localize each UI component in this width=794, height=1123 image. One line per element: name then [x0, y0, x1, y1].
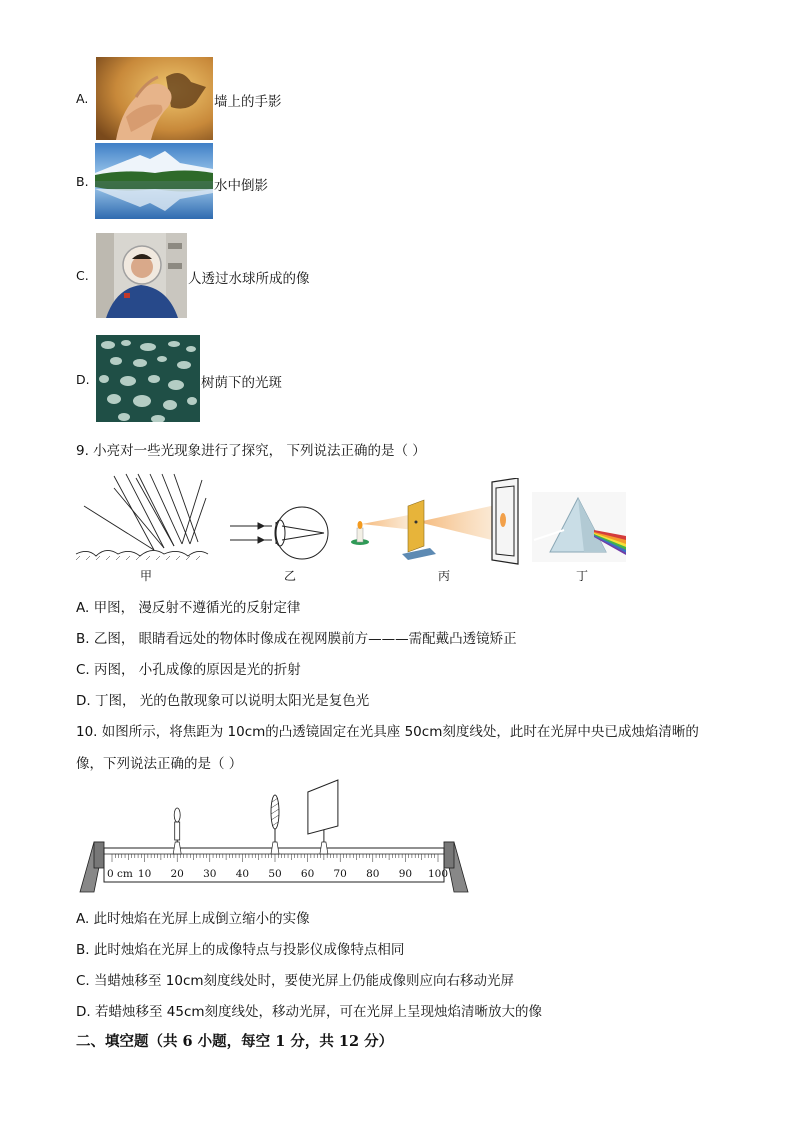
lake-reflection-photo: [95, 143, 213, 219]
candle: [173, 808, 181, 854]
ruler-tick-label: 70: [333, 868, 347, 880]
q9-option-a: A. 甲图， 漫反射不遵循光的反射定律: [76, 600, 301, 616]
ruler-tick-label: 40: [235, 868, 250, 880]
light-screen: [308, 780, 338, 854]
option-letter: A.: [76, 91, 89, 106]
option-letter: D.: [76, 372, 90, 387]
figure-label-jia: 甲: [140, 569, 153, 583]
option-caption: 人透过水球所成的像: [188, 271, 310, 287]
tree-shade-light-spots-photo: [96, 335, 200, 422]
convex-lens: [271, 795, 279, 854]
ruler-tick-label: 90: [398, 868, 413, 880]
q10-option-d: D. 若蜡烛移至 45cm刻度线处，移动光屏，可在光屏上呈现烛焰清晰放大的像: [76, 1004, 543, 1020]
ruler-tick-label: 30: [203, 868, 217, 880]
water-ball-astronaut-photo: [96, 233, 187, 318]
figure-label-bing: 丙: [438, 569, 451, 583]
figure-label-ding: 丁: [576, 569, 589, 583]
q9-option-d: D. 丁图， 光的色散现象可以说明太阳光是复色光: [76, 693, 370, 709]
q10-stem-line2: 像，下列说法正确的是（ ）: [76, 756, 243, 772]
q10-option-b: B. 此时烛焰在光屏上的成像特点与投影仪成像特点相同: [76, 942, 405, 958]
prism-dispersion-diagram: [532, 492, 626, 562]
ruler-tick-label: 10: [137, 868, 152, 880]
q10-stem-line1: 10. 如图所示，将焦距为 10cm的凸透镜固定在光具座 50cm刻度线处，此时在光屏中央已成烛焰清晰的: [76, 724, 699, 740]
q9-stem: 9. 小亮对一些光现象进行了探究， 下列说法正确的是（ ）: [76, 443, 426, 459]
section-2-title: 二、填空题（共 6 小题，每空 1 分，共 12 分）: [76, 1033, 394, 1050]
figure-label-yi: 乙: [284, 569, 297, 583]
q10-option-c: C. 当蜡烛移至 10cm刻度线处时，要使光屏上仍能成像则应向右移动光屏: [76, 973, 515, 989]
ruler-tick-label: 0 cm: [107, 868, 133, 880]
option-caption: 墙上的手影: [214, 94, 282, 110]
pinhole-camera-diagram: [348, 478, 524, 566]
bench-left-post: [94, 842, 104, 868]
q9-option-c: C. 丙图， 小孔成像的原因是光的折射: [76, 662, 301, 678]
ruler-tick-label: 60: [300, 868, 315, 880]
hand-shadow-photo: [96, 57, 213, 140]
option-caption: 水中倒影: [214, 178, 268, 194]
bench-right-post: [444, 842, 454, 868]
ruler-tick-label: 80: [366, 868, 380, 880]
eye-diagram: [228, 506, 332, 560]
option-letter: C.: [76, 268, 89, 283]
optical-bench-diagram: [76, 778, 472, 898]
ruler-tick-label: 100: [427, 868, 449, 880]
q9-option-b: B. 乙图， 眼睛看远处的物体时像成在视网膜前方———需配戴凸透镜矫正: [76, 631, 517, 647]
q10-option-a: A. 此时烛焰在光屏上成倒立缩小的实像: [76, 911, 310, 927]
ruler-tick-label: 50: [268, 868, 282, 880]
option-caption: 树荫下的光斑: [201, 375, 282, 391]
option-letter: B.: [76, 174, 89, 189]
ruler-tick-label: 20: [170, 868, 184, 880]
diffuse-reflection-diagram: [74, 470, 210, 562]
